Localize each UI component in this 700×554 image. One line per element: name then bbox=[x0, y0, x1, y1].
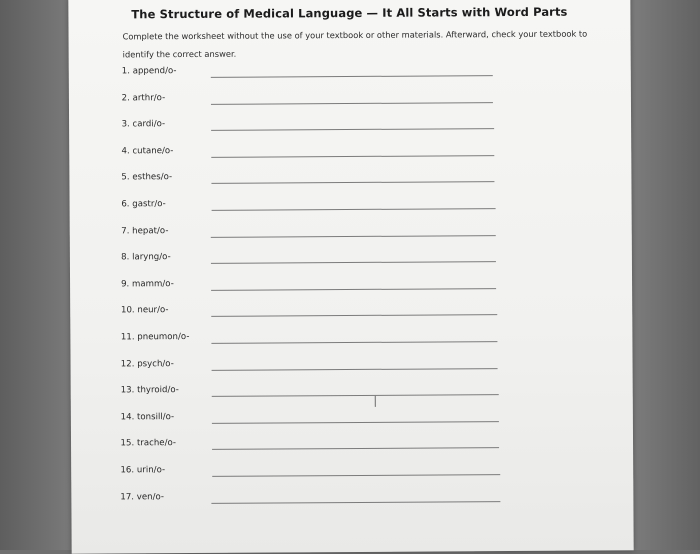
answer-line[interactable] bbox=[211, 341, 497, 344]
worksheet-instructions: Complete the worksheet without the use of your textbook or other materials. Afterward, check your textbook to identify the correct answer. bbox=[122, 28, 588, 60]
answer-line[interactable] bbox=[212, 421, 499, 424]
word-part-label: 6. gastr/o- bbox=[121, 199, 166, 210]
word-part-label: 12. psych/o- bbox=[120, 358, 174, 370]
answer-line[interactable] bbox=[211, 75, 493, 78]
word-part-label: 4. cutane/o- bbox=[121, 145, 174, 157]
word-part-label: 8. laryng/o- bbox=[121, 252, 171, 263]
answer-line[interactable] bbox=[211, 368, 497, 371]
word-part-label: 16. urin/o- bbox=[120, 465, 166, 476]
word-part-label: 14. tonsill/o- bbox=[120, 411, 175, 423]
answer-line[interactable] bbox=[211, 182, 495, 185]
answer-line[interactable] bbox=[211, 208, 495, 211]
answer-line[interactable] bbox=[212, 394, 499, 397]
answer-line[interactable] bbox=[211, 102, 493, 105]
word-part-label: 3. cardi/o- bbox=[121, 119, 166, 130]
worksheet-paper bbox=[68, 0, 633, 554]
word-part-label: 17. ven/o- bbox=[120, 491, 165, 503]
answer-line[interactable] bbox=[211, 261, 496, 264]
word-part-label: 7. hepat/o- bbox=[121, 225, 169, 236]
answer-line[interactable] bbox=[212, 474, 500, 477]
answer-line[interactable] bbox=[211, 314, 497, 317]
word-part-label: 5. esthes/o- bbox=[121, 172, 173, 183]
answer-line[interactable] bbox=[211, 155, 494, 158]
word-part-label: 1. append/o- bbox=[121, 66, 177, 77]
answer-line[interactable] bbox=[211, 288, 496, 291]
answer-line[interactable] bbox=[212, 447, 500, 450]
answer-line[interactable] bbox=[211, 128, 494, 131]
worksheet-title: The Structure of Medical Language — It All Starts with Word Parts bbox=[131, 4, 568, 22]
word-part-label: 13. thyroid/o- bbox=[120, 385, 179, 396]
word-part-label: 2. arthr/o- bbox=[121, 92, 166, 103]
answer-line[interactable] bbox=[211, 235, 495, 238]
answer-line[interactable] bbox=[212, 501, 500, 504]
pen-mark bbox=[375, 396, 376, 407]
word-part-label: 10. neur/o- bbox=[120, 305, 169, 316]
word-part-label: 15. trache/o- bbox=[120, 438, 177, 449]
word-part-label: 11. pneumon/o- bbox=[120, 331, 190, 343]
word-part-label: 9. mamm/o- bbox=[121, 278, 174, 290]
